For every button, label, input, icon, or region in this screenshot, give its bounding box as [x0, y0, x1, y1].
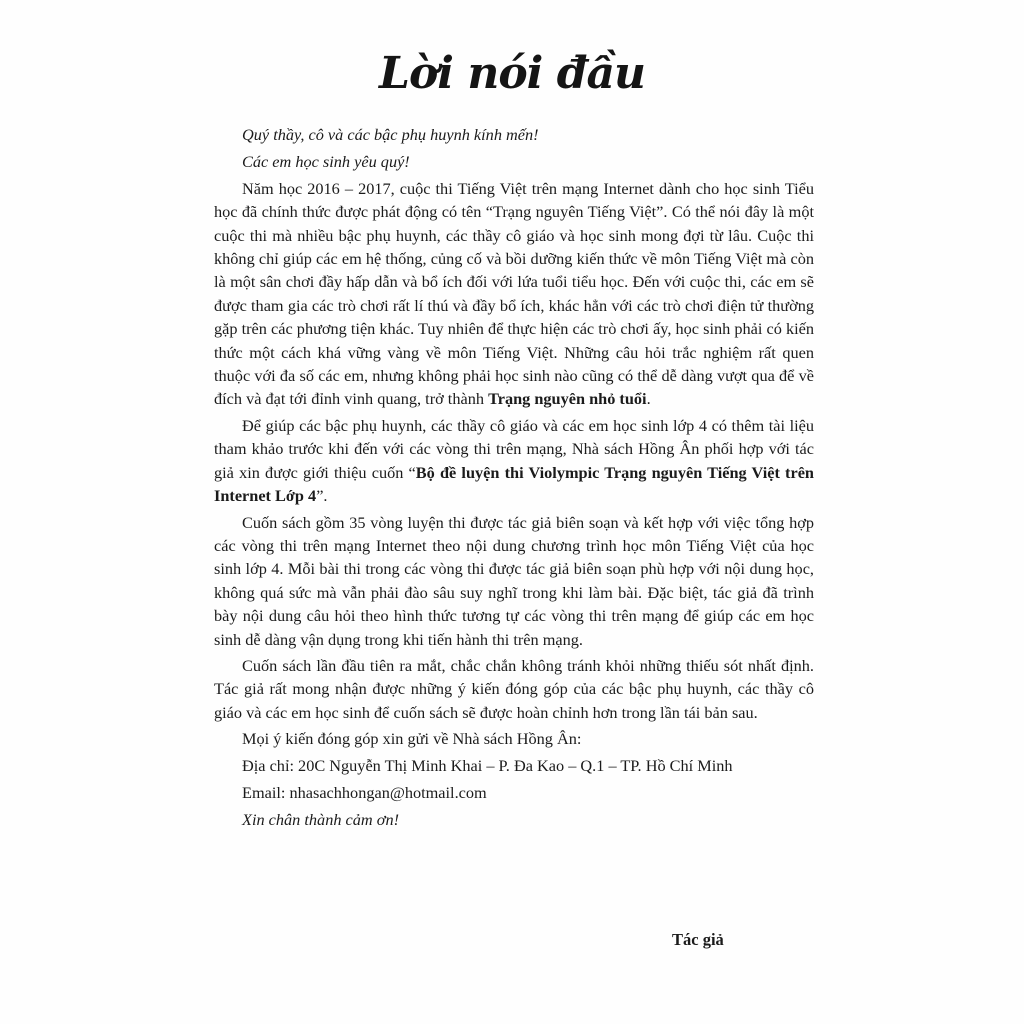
greeting-line: Quý thầy, cô và các bậc phụ huynh kính mến! — [242, 125, 539, 144]
paragraph: Cuốn sách lần đầu tiên ra mắt, chắc chắn không tránh khỏi những thiếu sót nhất định. Tác giả rất mong nhận được những ý kiến đóng góp của các bậc phụ huynh, các thầy cô giáo và các em học sinh để cuốn sách sẽ được hoàn chỉnh hơn trong lần tái bản sau. — [214, 655, 814, 722]
preface-body — [214, 123, 814, 832]
contact-intro: Mọi ý kiến đóng góp xin gửi về Nhà sách Hồng Ân: — [242, 729, 582, 749]
author-signature: Tác giả — [672, 930, 724, 949]
paragraph: Năm học 2016 – 2017, cuộc thi Tiếng Việt trên mạng Internet dành cho học sinh Tiểu học đã chính thức được phát động có tên “Trạng nguyên Tiếng Việt”. Có thể nói đây là một cuộc thi mà nhiều bậc phụ huynh, các thầy cô giáo và học sinh mong đợi từ lâu. Cuộc thi không chỉ giúp các em hệ thống, củng cố và bồi dưỡng kiến thức về môn Tiếng Việt mà còn là một sân chơi đầy hấp dẫn và bổ ích đối với lứa tuổi tiểu học. Đến với cuộc thi, các em sẽ được tham gia các trò chơi rất lí thú và đầy bổ ích, khác hẳn với các trò chơi điện tử thường gặp trên các phương tiện khác. Tuy nhiên để thực hiện các trò chơi ấy, học sinh phải có kiến thức một cách khá vững vàng về môn Tiếng Việt. Những câu hỏi trắc nghiệm rất quen thuộc với đa số các em, nhưng không phải học sinh nào cũng có thể dễ dàng vượt qua để về đích và đạt tới đỉnh vinh quang, trở thành Trạng nguyên nhỏ tuổi. — [214, 178, 814, 409]
contact-address: Địa chỉ: 20C Nguyễn Thị Minh Khai – P. Đa Kao – Q.1 – TP. Hồ Chí Minh — [242, 756, 733, 776]
paragraph: Để giúp các bậc phụ huynh, các thầy cô giáo và các em học sinh lớp 4 có thêm tài liệu tham khảo trước khi đến với các vòng thi trên mạng, Nhà sách Hồng Ân phối hợp với tác giả xin được giới thiệu cuốn “Bộ đề luyện thi Violympic Trạng nguyên Tiếng Việt trên Internet Lớp 4”. — [214, 415, 814, 506]
bold-phrase: Trạng nguyên nhỏ tuổi — [488, 389, 647, 409]
contact-email: Email: nhasachhongan@hotmail.com — [242, 783, 487, 803]
greeting-line: Các em học sinh yêu quý! — [242, 151, 410, 171]
thanks-line: Xin chân thành cảm ơn! — [242, 810, 400, 830]
bold-book-title: Bộ đề luyện thi Violympic Trạng nguyên Tiếng Việt trên Internet Lớp 4 — [214, 462, 814, 506]
paragraph: Cuốn sách gồm 35 vòng luyện thi được tác giả biên soạn và kết hợp với việc tổng hợp các vòng thi trên mạng Internet theo nội dung chương trình học môn Tiếng Việt của học sinh lớp 4. Mỗi bài thi trong các vòng thi được tác giả biên soạn phù hợp với nội dung học, không quá sức mà vẫn phải đào sâu suy nghĩ trong khi làm bài. Đặc biệt, tác giả đã trình bày nội dung câu hỏi theo hình thức tương tự các vòng thi trên mạng để giúp các em học sinh dễ dàng vận dụng trong khi tiến hành thi trên mạng. — [214, 512, 814, 649]
page-title: Lời nói đầu — [379, 48, 645, 99]
